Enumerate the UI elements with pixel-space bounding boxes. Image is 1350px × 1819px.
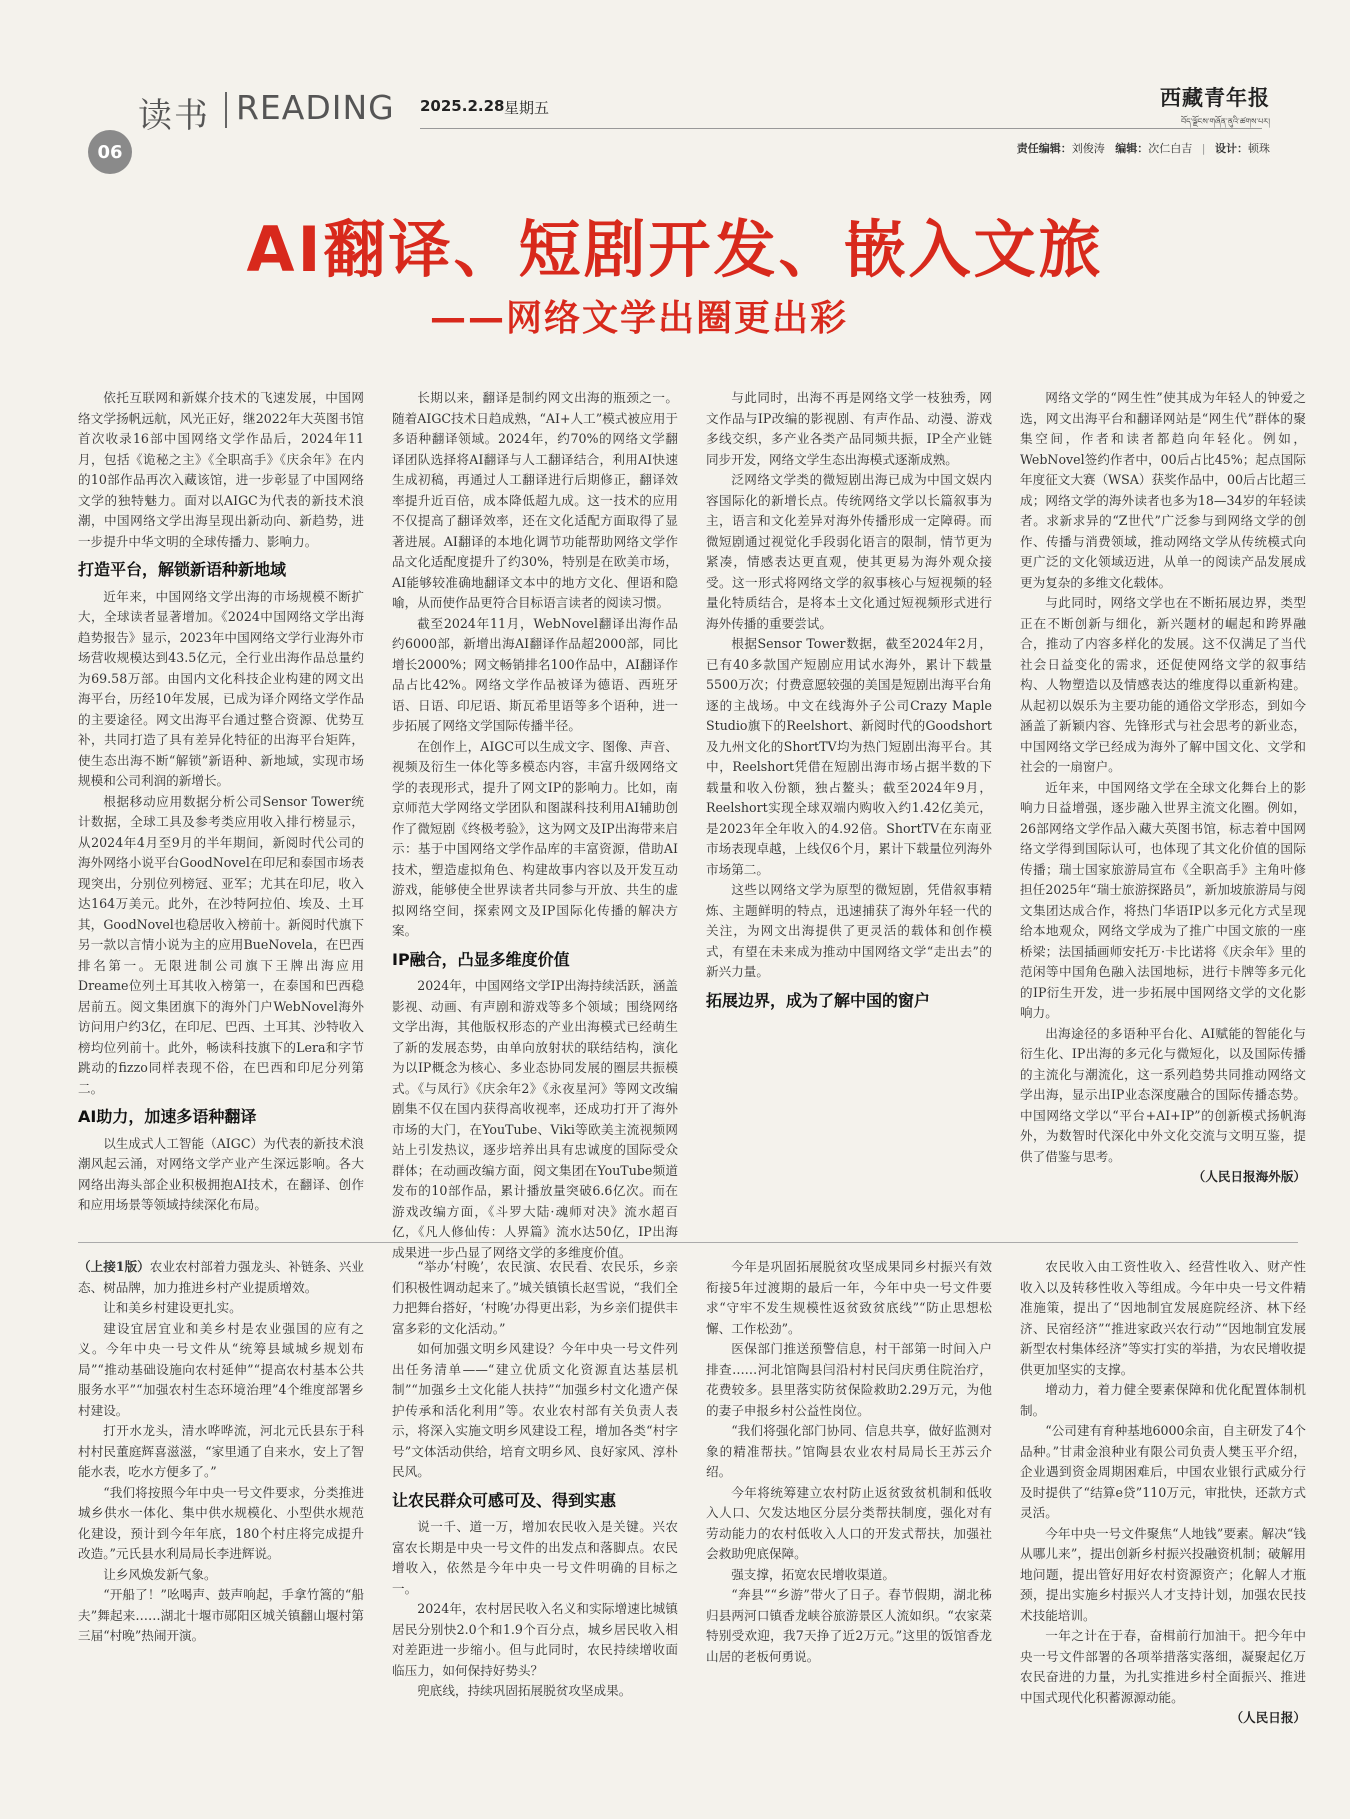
continued-column-1 [78,1257,364,1805]
header-rule [420,128,1262,129]
article-paragraph: “奔县”“乡游”带火了日子。春节假期，湖北秭归县两河口镇香龙峡谷旅游景区人流如织。“农家菜特别受欢迎，我7天挣了近2万元。”这里的饭馆香龙山居的老板何勇说。 [706,1587,992,1664]
article-paragraph: 如何加强文明乡风建设？今年中央一号文件列出任务清单——“建立优质文化资源直达基层机制”“加强乡土文化能人扶持”“加强乡村文化遗产保护传承和活化利用”等。农业农村部有关负责人表示，将深入实施文明乡风建设工程，增加各类“村字号”文体活动供给，培育文明乡风、良好家风、淳朴民风。 [392,1341,678,1479]
editor-label: 责任编辑： [1016,142,1072,155]
section-separator [225,92,227,128]
subheadline: ——网络文学出圈更出彩 [430,298,849,339]
article-paragraph: “公司建有育种基地6000余亩，自主研发了4个品种。”甘肃金浪种业有限公司负责人樊玉平介绍，企业遇到资金周期困难后，中国农业银行武威分行及时提供了“结算e贷”110万元，审批快，还款方式灵活。 [1020,1423,1306,1520]
headline: AI翻译、短剧开发、嵌入文旅 [246,213,1104,286]
copy-editor-label: 编辑： [1115,142,1149,155]
article-paragraph: 根据移动应用数据分析公司Sensor Tower统计数据，全球工具及参考类应用收入排行榜显示，从2024年4月至9月的半年期间，新阅时代公司的海外网络小说平台GoodNovel在印尼和泰国市场表现突出，分别位列榜冠、亚军；尤其在印尼，收入达164万美元。此外，在沙特阿拉伯、埃及、土耳其，GoodNovel也稳居收入榜前十。新阅时代旗下另一款以言情小说为主的应用BueNovela，在巴西排名第一。无限进制公司旗下王牌出海应用Dreame位列土耳其收入榜第一，在泰国和巴西稳居前五。阅文集团旗下的海外门户WebNovel海外访问用户约3亿，在印尼、巴西、土耳其、沙特收入榜均位列前十。此外，畅读科技旗下的Lera和字节跳动的fizzo同样表现不俗，在巴西和印尼分列第二。 [78,793,364,1096]
continued-text: 农业农村部着力强龙头、补链条、兴业态、树品牌，加力推进乡村产业提质增效。 [78,1259,364,1295]
article-paragraph: 医保部门推送预警信息，村干部第一时间入户排查……河北馆陶县闫沿村村民闫庆勇住院治疗，花费较多。县里落实防贫保险救助2.29万元，为他的妻子申报乡村公益性岗位。 [706,1341,992,1418]
article-column-2 [392,388,678,1260]
editor-name: 刘俊涛 [1071,142,1105,155]
article-paragraph: 强支撑，拓宽农民增收渠道。 [731,1566,895,1582]
article-column-4 [1020,388,1306,1220]
article-paragraph: 农民收入由工资性收入、经营性收入、财产性收入以及转移性收入等组成。今年中央一号文件精准施策，提出了“因地制宜发展庭院经济、林下经济、民宿经济”“推进家政兴农行动”“因地制宜发展新型农村集体经济”等实打实的举措，为农民增收提供更加坚实的支撑。 [1020,1259,1306,1377]
section-title-cn: 读书 [138,96,210,136]
article-paragraph: 与此同时，网络文学也在不断拓展边界，类型正在不断创新与细化，新兴题材的崛起和跨界融合，推动了内容多样化的发展。这不仅满足了当代社会日益变化的需求，还促使网络文学的叙事结构、人物塑造以及情感表达的维度得以重新构建。从起初以娱乐为主要功能的通俗文学形态，到如今涵盖了新颖内容、先锋形式与社会思考的新业态，中国网络文学已经成为海外了解中国文化、文学和社会的一扇窗户。 [1020,595,1306,774]
article-paragraph: 让和美乡村建设更扎实。 [103,1300,242,1315]
article-paragraph: 说一千、道一万，增加农民收入是关键。兴农富农长期是中央一号文件的出发点和落脚点。农民增收入，依然是今年中央一号文件明确的目标之一。 [392,1519,678,1596]
continued-article [78,1257,1306,1805]
main-article [78,388,1306,1260]
section-title-en: READING [236,88,395,127]
article-paragraph: 与此同时，出海不再是网络文学一枝独秀，网文作品与IP改编的影视剧、有声作品、动漫、游戏多线交织，多产业各类产品同频共振，IP全产业链同步开发，网络文学生态出海模式逐渐成熟。 [706,390,992,467]
article-paragraph [78,1257,364,1298]
page-number-badge: 06 [88,130,132,174]
article-paragraph: 兜底线，持续巩固拓展脱贫攻坚成果。 [417,1683,632,1698]
article-paragraph: 打开水龙头，清水哗哗流，河北元氏县东于科村村民董庭辉喜滋滋，“家里通了自来水，安上了智能水表，吃水方便多了。” [78,1423,364,1479]
article-paragraph: 依托互联网和新媒介技术的飞速发展，中国网络文学扬帆远航，风光正好，继2022年大英图书馆首次收录16部中国网络文学作品后，2024年11月，包括《诡秘之主》《全职高手》《庆余年》在内的10部作品再次入藏该馆，进一步彰显了中国网络文学的独特魅力。面对以AIGC为代表的新技术浪潮，中国网络文学出海呈现出新动向、新趋势，进一步提升中华文明的全球传播力、影响力。 [78,390,364,549]
article-paragraph: 今年中央一号文件聚焦“人地钱”要素。解决“钱从哪儿来”，提出创新乡村振兴投融资机制；破解用地问题，提出管好用好农村资源资产；化解人才瓶颈，提出实施乡村振兴人才支持计划，加强农民技术技能培训。 [1020,1525,1306,1623]
section-heading: AI助力，加速多语种翻译 [78,1107,257,1126]
section-heading: 让农民群众可感可及、得到实惠 [392,1490,617,1510]
article-paragraph: 出海途径的多语种平台化、AI赋能的智能化与衍生化、IP出海的多元化与微短化，以及国际传播的主流化与潮流化，这一系列趋势共同推动网络文学出海，显示出IP业态深度融合的国际传播态势。中国网络文学以“平台+AI+IP”的创新模式扬帆海外，为数智时代深化中外文化交流与文明互鉴，提供了借鉴与思考。 [1020,1025,1306,1164]
article-paragraph: 一年之计在于春，奋楫前行加油干。把今年中央一号文件部署的各项举措落实落细，凝聚起亿万农民奋进的力量，为扎实推进乡村全面振兴、推进中国式现代化积蓄源源动能。 [1020,1628,1306,1705]
article-paragraph: 以生成式人工智能（AIGC）为代表的新技术浪潮风起云涌，对网络文学产业产生深远影响。各大网络出海头部企业积极拥抱AI技术，在翻译、创作和应用场景等领域持续深化布局。 [78,1135,364,1212]
article-paragraph: 2024年，农村居民收入名义和实际增速比城镇居民分别快2.0个和1.9个百分点，城乡居民收入相对差距进一步缩小。但与此同时，农民持续增收面临压力，如何保持好势头？ [392,1601,678,1678]
continued-label: （上接1版） [78,1259,150,1274]
article-source: （人民日报） [1230,1710,1306,1725]
section-divider [78,1242,1298,1243]
issue-weekday: 星期五 [504,99,550,117]
article-paragraph: “我们将强化部门协同、信息共享，做好监测对象的精准帮扶。”馆陶县农业农村局局长王苏云介绍。 [706,1423,992,1479]
article-column-1 [78,388,364,1220]
article-paragraph: 这些以网络文学为原型的微短剧，凭借叙事精炼、主题鲜明的特点，迅速捕获了海外年轻一代的关注，为网文出海提供了更灵活的载体和创作模式，有望在未来成为推动中国网络文学“走出去”的新兴力量。 [706,882,992,979]
newspaper-logo-tibetan: བོད་ལྗོངས་གཞོན་ནུའི་ཚགས་པར། [1181,117,1270,126]
issue-date: 2025.2.28 [420,97,505,115]
article-paragraph: 近年来，中国网络文学在全球文化舞台上的影响力日益增强，逐步融入世界主流文化圈。例如，26部网络文学作品入藏大英图书馆，标志着中国网络文学得到国际认可，也体现了其文化价值的国际传播；瑞士国家旅游局宣布《全职高手》主角叶修担任2025年“瑞士旅游探路员”，新加坡旅游局与阅文集团达成合作，将热门华语IP以多元化方式呈现给本地观众，网络文学成为了推广中国文旅的一座桥梁；法国插画师安托万·卡比诺将《庆余年》里的范闲等中国角色融入法国地标，进行卡牌等多元化的IP衍生开发，进一步拓展中国网络文学的文化影响力。 [1020,779,1306,1020]
article-paragraph: “我们将按照今年中央一号文件要求，分类推进城乡供水一体化、集中供水规模化、小型供水规范化建设，预计到今年年底，180个村庄将完成提升改造。”元氏县水利局局长李进辉说。 [78,1484,364,1561]
article-paragraph: 根据Sensor Tower数据，截至2024年2月，已有40多款国产短剧应用试水海外，累计下载量5500万次；付费意愿较强的美国是短剧出海平台角逐的主战场。中文在线海外子公司Crazy Maple Studio旗下的Reelshort、新阅时代的Goodshort及九州文化的ShortTV均为热门短剧出海平台。其中，Reelshort凭借在短剧出海市场占据半数的下载量和收入份额，独占鳌头；截至2024年9月，Reelshort实现全球双端内购收入约1.42亿美元，是2023年全年收入的4.92倍。ShortTV在东南亚市场表现卓越，上线仅6个月，累计下载量位列海外市场第二。 [706,636,992,877]
article-paragraph: 建设宜居宜业和美乡村是农业强国的应有之义。今年中央一号文件从“统筹县域城乡规划布局”“推动基础设施向农村延伸”“提高农村基本公共服务水平”“加强农村生态环境治理”4个维度部署乡村建设。 [78,1320,364,1418]
continued-column-3 [706,1257,992,1805]
article-paragraph: 在创作上，AIGC可以生成文字、图像、声音、视频及衍生一体化等多模态内容，丰富升级网络文学的表现形式，提升了网文IP的影响力。比如，南京师范大学网络文学团队和图謀科技利用AI辅助创作了微短剧《终极考验》，这为网文及IP出海带来启示：基于中国网络文学作品库的丰富资源，借助AI技术，塑造虚拟角色、构建故事内容以及开发互动游戏，能够使全世界读者共同参与开放、共生的虚拟网络空间，探索网文及IP国际化传播的解决方案。 [392,738,678,938]
article-paragraph: 2024年，中国网络文学IP出海持续活跃，涵盖影视、动画、有声剧和游戏等多个领域；围绕网络文学出海，其他版权形态的产业出海模式已经萌生了新的发展态势，由单向放射状的联结结构，演化为以IP概念为核心、多业态协同发展的圈层共振模式。《与凤行》《庆余年2》《永夜星河》等网文改编剧集不仅在国内获得高收视率，还成功打开了海外市场的大门，在YouTube、Viki等欧美主流视频网站上引发热议，逐步培养出具有忠诚度的国际受众群体；在动画改编方面，阅文集团在YouTube频道发布的10部作品，累计播放量突破6.6亿次。而在游戏改编方面，《斗罗大陆·魂师对决》流水超百亿，《凡人修仙传：人界篇》流水达50亿，IP出海成果进一步凸显了网络文学的多维度价值。 [392,978,678,1260]
article-paragraph: 增动力，着力健全要素保障和优化配置体制机制。 [1020,1382,1306,1418]
section-heading: IP融合，凸显多维度价值 [392,949,570,969]
designer-label: 设计： [1215,142,1248,155]
continued-column-4 [1020,1257,1306,1805]
article-column-3 [706,388,992,1220]
copy-editor-name: 次仁白吉 [1148,142,1193,155]
editor-credits [1017,140,1270,156]
newspaper-logo: 西藏青年报 [1160,85,1270,110]
article-paragraph: 今年将统筹建立农村防止返贫致贫机制和低收入人口、欠发达地区分层分类帮扶制度，强化对有劳动能力的农村低收入人口的开发式帮扶，加强社会救助兜底保障。 [706,1484,992,1561]
article-paragraph: 近年来，中国网络文学出海的市场规模不断扩大，全球读者显著增加。《2024中国网络文学出海趋势报告》显示，2023年中国网络文学行业海外市场营收规模达到43.5亿元，全行业出海作品总量约为69.58万部。由国内文化科技企业构建的网文出海平台，历经10年发展，已成为译介网络文学作品的主要途径。网文出海平台通过整合资源、优势互补，共同打造了具有差异化特征的出海平台矩阵，使生态出海不断“解锁”新语种、新地域，实现市场规模和公司利润的新增长。 [78,588,364,788]
article-paragraph: “开船了！”吆喝声、鼓声响起，手拿竹篙的“船夫”舞起来……湖北十堰市郧阳区城关镇翻山堰村第三届“村晚”热闹开演。 [78,1587,364,1643]
designer-name: 顿珠 [1248,142,1270,155]
article-source: （人民日报海外版） [1192,1169,1306,1184]
article-paragraph: 网络文学的“网生性”使其成为年轻人的钟爱之选，网文出海平台和翻译网站是“网生代”群体的聚集空间，作者和读者都趋向年轻化。例如，WebNovel签约作者中，00后占比45%；起点国际年度征文大赛（WSA）获奖作品中，00后占比超三成；网络文学的海外读者也多为18—34岁的年轻读者。求新求异的“Z世代”广泛参与到网络文学的创作、传播与消费领域，推动网络文学从传统模式向更广泛的文化领域迈进，从单一的阅读产品发展成更为复杂的多维文化载体。 [1020,390,1306,590]
section-heading: 拓展边界，成为了解中国的窗户 [706,990,931,1010]
article-paragraph: 长期以来，翻译是制约网文出海的瓶颈之一。随着AIGC技术日趋成熟，“AI+人工”模式被应用于多语种翻译领域。2024年，约70%的网络文学翻译团队选择将AI翻译与人工翻译结合，利用AI快速生成初稿，再通过人工翻译进行后期修正，翻译效率提升近百倍，成本降低超九成。这一技术的应用不仅提高了翻译效率，还在文化适配方面取得了显著进展。AI翻译的本地化调节功能帮助网络文学作品文化适配度提升了约30%，特别是在欧美市场，AI能够较准确地翻译文本中的地方文化、俚语和隐喻，从而使作品更符合目标语言读者的阅读习惯。 [392,390,678,610]
continued-column-2 [392,1257,678,1805]
article-paragraph: 泛网络文学类的微短剧出海已成为中国文娱内容国际化的新增长点。传统网络文学以长篇叙事为主，语言和文化差异对海外传播形成一定障碍。而微短剧通过视觉化手段弱化语言的限制，情节更为紧凑，情感表达更直观，使其更易为海外观众接受。这一形式将网络文学的叙事核心与短视频的轻量化特质结合，是将本土文化通过短视频形式进行海外传播的重要尝试。 [706,472,992,631]
article-paragraph: 今年是巩固拓展脱贫攻坚成果同乡村振兴有效衔接5年过渡期的最后一年，今年中央一号文件要求“守牢不发生规模性返贫致贫底线”“防止思想松懈、工作松劲”。 [706,1259,992,1336]
article-paragraph: 截至2024年11月，WebNovel翻译出海作品约6000部，新增出海AI翻译作品超2000部，同比增长2000%；网文畅销排名100作品中，AI翻译作品占比42%。网络文学作品被译为德语、西班牙语、日语、印尼语、斯瓦希里语等多个语种，进一步拓展了网络文学国际传播半径。 [392,615,678,733]
article-paragraph: 让乡风焕发新气象。 [103,1566,217,1582]
article-paragraph: “举办‘村晚’，农民演、农民看、农民乐，乡亲们积极性调动起来了。”城关镇镇长赵雪说，“我们全力把舞台搭好，‘村晚’办得更出彩，为乡亲们提供丰富多彩的文化活动。” [392,1259,678,1336]
credits-separator: | [1201,142,1206,155]
section-heading: 打造平台，解锁新语种新地域 [78,560,287,579]
